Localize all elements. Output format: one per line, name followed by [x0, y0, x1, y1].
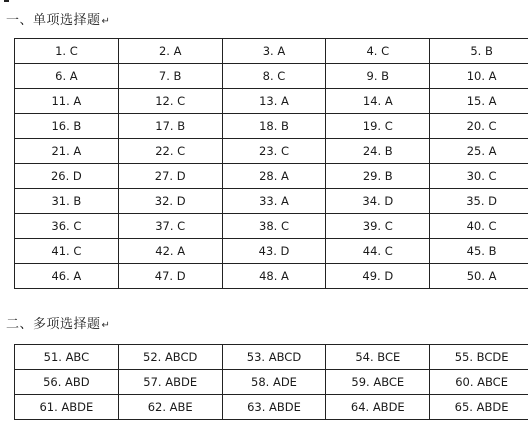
answer-cell: 62. ABE	[118, 395, 222, 420]
answer-cell: 55. BCDE	[430, 345, 528, 370]
answer-cell: 37. C	[118, 214, 222, 239]
answer-cell: 15. A	[430, 89, 528, 114]
answer-cell: 4. C	[326, 39, 430, 64]
single-choice-heading-text: 一、单项选择题	[6, 13, 101, 28]
answer-cell: 12. C	[118, 89, 222, 114]
answer-cell: 41. C	[15, 239, 119, 264]
answer-cell: 36. C	[15, 214, 119, 239]
answer-cell: 5. B	[430, 39, 528, 64]
table-row	[15, 89, 528, 114]
answer-cell: 50. A	[430, 264, 528, 289]
table-row	[15, 264, 528, 289]
single-choice-table-body	[15, 39, 528, 289]
answer-cell: 9. B	[326, 64, 430, 89]
answer-cell: 25. A	[430, 139, 528, 164]
paragraph-return-mark: ↵	[101, 16, 111, 27]
answer-cell: 24. B	[326, 139, 430, 164]
answer-cell: 52. ABCD	[118, 345, 222, 370]
answer-cell: 27. D	[118, 164, 222, 189]
answer-cell: 43. D	[222, 239, 326, 264]
answer-cell: 28. A	[222, 164, 326, 189]
answer-cell: 57. ABDE	[118, 370, 222, 395]
answer-cell: 19. C	[326, 114, 430, 139]
single-choice-answer-table	[14, 38, 528, 289]
table-row	[15, 370, 528, 395]
answer-cell: 13. A	[222, 89, 326, 114]
answer-cell: 10. A	[430, 64, 528, 89]
table-row	[15, 345, 528, 370]
answer-cell: 26. D	[15, 164, 119, 189]
answer-cell: 6. A	[15, 64, 119, 89]
answer-cell: 58. ADE	[222, 370, 326, 395]
table-row	[15, 139, 528, 164]
answer-cell: 49. D	[326, 264, 430, 289]
answer-cell: 20. C	[430, 114, 528, 139]
answer-cell: 29. B	[326, 164, 430, 189]
answer-cell: 63. ABDE	[222, 395, 326, 420]
answer-cell: 53. ABCD	[222, 345, 326, 370]
table-row	[15, 114, 528, 139]
table-row	[15, 395, 528, 420]
table-row	[15, 239, 528, 264]
answer-cell: 34. D	[326, 189, 430, 214]
table-row	[15, 189, 528, 214]
answer-cell: 40. C	[430, 214, 528, 239]
paragraph-return-mark: ↵	[101, 320, 111, 331]
answer-cell: 48. A	[222, 264, 326, 289]
answer-cell: 11. A	[15, 89, 119, 114]
answer-cell: 38. C	[222, 214, 326, 239]
answer-cell: 39. C	[326, 214, 430, 239]
answer-cell: 17. B	[118, 114, 222, 139]
answer-cell: 47. D	[118, 264, 222, 289]
answer-cell: 2. A	[118, 39, 222, 64]
answer-cell: 60. ABCE	[430, 370, 528, 395]
answer-cell: 35. D	[430, 189, 528, 214]
answer-cell: 22. C	[118, 139, 222, 164]
answer-cell: 54. BCE	[326, 345, 430, 370]
single-choice-heading	[6, 9, 110, 28]
answer-cell: 32. D	[118, 189, 222, 214]
answer-cell: 1. C	[15, 39, 119, 64]
answer-cell: 42. A	[118, 239, 222, 264]
answer-cell: 61. ABDE	[15, 395, 119, 420]
answer-cell: 44. C	[326, 239, 430, 264]
multiple-choice-table-body	[15, 345, 528, 420]
answer-cell: 31. B	[15, 189, 119, 214]
table-row	[15, 64, 528, 89]
corner-mark	[4, 0, 9, 2]
answer-cell: 7. B	[118, 64, 222, 89]
answer-cell: 3. A	[222, 39, 326, 64]
answer-cell: 59. ABCE	[326, 370, 430, 395]
table-row	[15, 214, 528, 239]
multiple-choice-heading-text: 二、多项选择题	[6, 317, 101, 332]
answer-cell: 8. C	[222, 64, 326, 89]
answer-cell: 23. C	[222, 139, 326, 164]
multiple-choice-answer-table	[14, 344, 528, 420]
multiple-choice-heading	[6, 313, 110, 332]
answer-cell: 65. ABDE	[430, 395, 528, 420]
table-row	[15, 164, 528, 189]
answer-cell: 33. A	[222, 189, 326, 214]
answer-cell: 51. ABC	[15, 345, 119, 370]
table-row	[15, 39, 528, 64]
answer-cell: 16. B	[15, 114, 119, 139]
answer-cell: 18. B	[222, 114, 326, 139]
answer-cell: 64. ABDE	[326, 395, 430, 420]
answer-cell: 56. ABD	[15, 370, 119, 395]
answer-cell: 21. A	[15, 139, 119, 164]
answer-cell: 45. B	[430, 239, 528, 264]
answer-cell: 46. A	[15, 264, 119, 289]
answer-cell: 14. A	[326, 89, 430, 114]
answer-cell: 30. C	[430, 164, 528, 189]
